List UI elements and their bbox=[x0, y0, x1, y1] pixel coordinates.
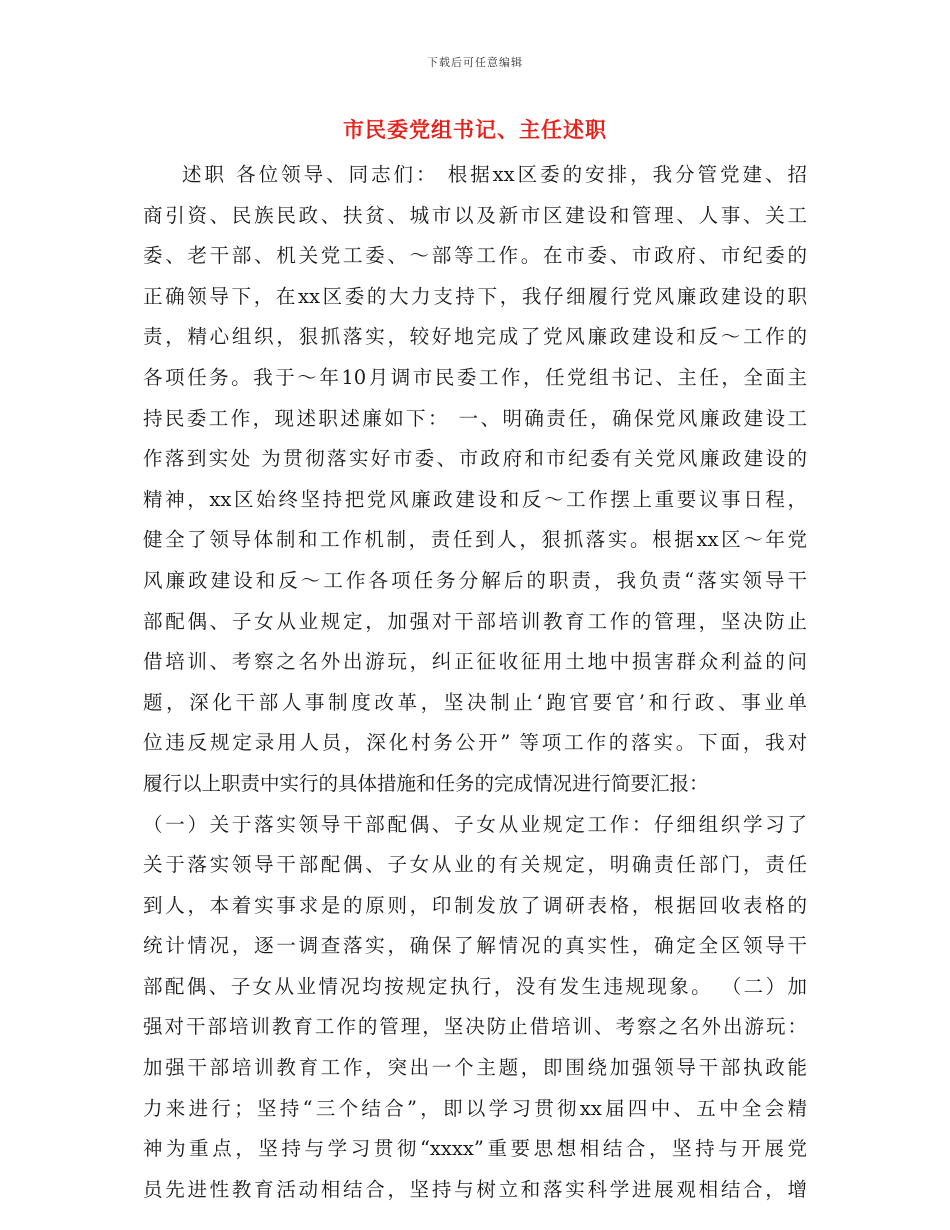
body-line: 统计情况，逐一调查落实，确保了解情况的真实性，确定全区领导干 bbox=[143, 934, 807, 958]
document-title: 市民委党组书记、主任述职 bbox=[343, 117, 607, 142]
body-line: 正确领导下，在xx区委的大力支持下，我仔细履行党风廉政建设的职 bbox=[143, 284, 807, 308]
body-line: 各项任务。我于～年10月调市民委工作，任党组书记、主任，全面主 bbox=[143, 365, 807, 389]
body-line: 作落到实处 为贯彻落实好市委、市政府和市纪委有关党风廉政建设的 bbox=[143, 447, 807, 471]
body-line: 责，精心组织，狠抓落实，较好地完成了党风廉政建设和反～工作的 bbox=[143, 325, 807, 349]
body-line: 到人，本着实事求是的原则，印制发放了调研表格，根据回收表格的 bbox=[143, 893, 807, 917]
body-line: 加强干部培训教育工作，突出一个主题，即围绕加强领导干部执政能 bbox=[143, 1056, 807, 1080]
body-line: 商引资、民族民政、扶贫、城市以及新市区建设和管理、人事、关工 bbox=[143, 203, 807, 227]
body-line: （一）关于落实领导干部配偶、子女从业规定工作：仔细组织学习了 bbox=[143, 812, 807, 836]
body-line: 神为重点，坚持与学习贯彻“xxxx”重要思想相结合，坚持与开展党 bbox=[143, 1137, 807, 1161]
body-line: 部配偶、子女从业情况均按规定执行，没有发生违规现象。 （二）加 bbox=[143, 974, 807, 998]
body-line: 部配偶、子女从业规定，加强对干部培训教育工作的管理，坚决防止 bbox=[143, 609, 807, 633]
body-line: 健全了领导体制和工作机制，责任到人，狠抓落实。根据xx区～年党 bbox=[143, 528, 807, 552]
body-line: 员先进性教育活动相结合，坚持与树立和落实科学进展观相结合，增 bbox=[143, 1177, 807, 1201]
header-note: 下载后可任意编辑 bbox=[427, 56, 523, 69]
body-line: 委、老干部、机关党工委、～部等工作。在市委、市政府、市纪委的 bbox=[143, 244, 807, 268]
body-text bbox=[143, 155, 807, 1210]
body-line: 述职 各位领导、同志们： 根据xx区委的安排，我分管党建、招 bbox=[182, 163, 807, 186]
body-line: 强对干部培训教育工作的管理，坚决防止借培训、考察之名外出游玩： bbox=[143, 1015, 807, 1039]
body-line: 题，深化干部人事制度改革，坚决制止‘跑官要官’和行政、事业单 bbox=[143, 690, 807, 714]
body-line: 精神，xx区始终坚持把党风廉政建设和反～工作摆上重要议事日程， bbox=[143, 487, 807, 511]
body-line: 借培训、考察之名外出游玩，纠正征收征用土地中损害群众利益的问 bbox=[143, 650, 807, 674]
body-line: 持民委工作，现述职述廉如下： 一、明确责任，确保党风廉政建设工 bbox=[143, 406, 807, 430]
body-line: 力来进行；坚持“三个结合”，即以学习贯彻xx届四中、五中全会精 bbox=[143, 1096, 807, 1120]
body-line: 位违反规定录用人员，深化村务公开” 等项工作的落实。下面，我对 bbox=[143, 731, 807, 755]
body-line: 风廉政建设和反～工作各项任务分解后的职责，我负责“落实领导干 bbox=[143, 568, 807, 592]
body-line: 关于落实领导干部配偶、子女从业的有关规定，明确责任部门，责任 bbox=[143, 853, 807, 877]
body-line: 履行以上职责中实行的具体措施和任务的完成情况进行简要汇报： bbox=[143, 771, 709, 795]
